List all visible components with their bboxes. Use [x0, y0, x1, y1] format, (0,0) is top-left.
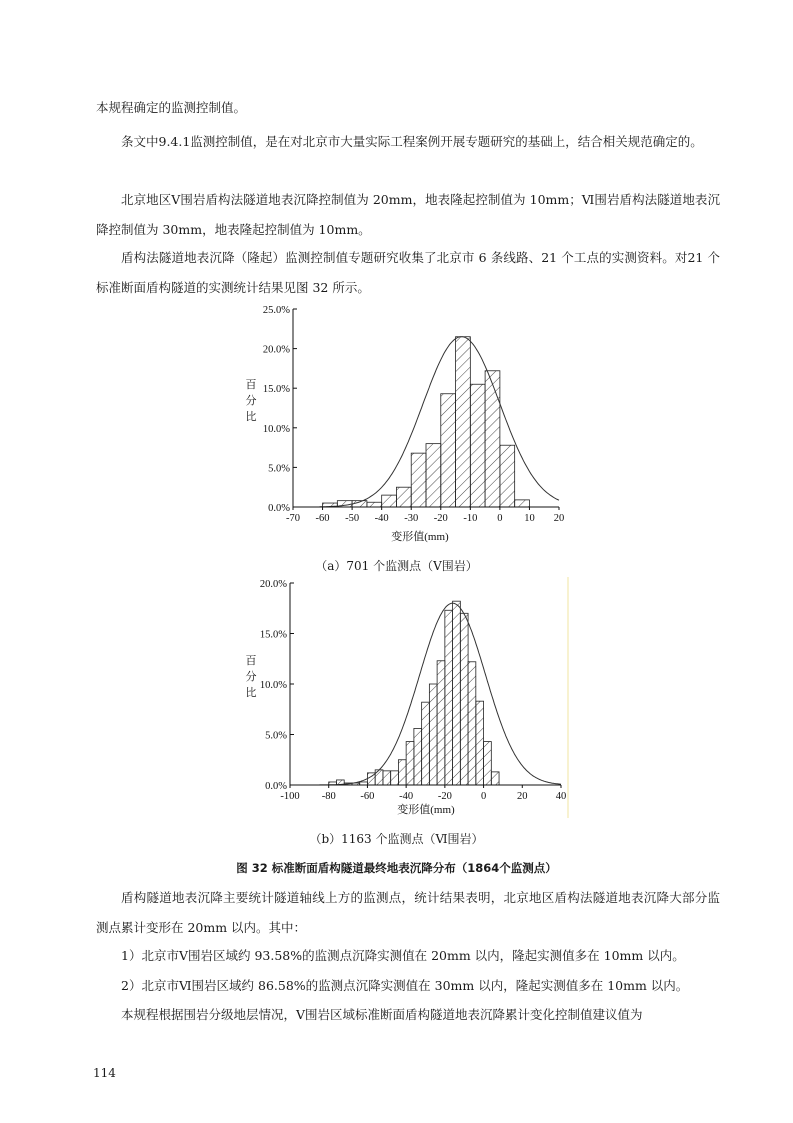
y-axis-label-b	[246, 654, 257, 699]
bar-chartb-21	[491, 772, 499, 785]
bar-chartb-15	[445, 610, 453, 785]
bar-chartb-14	[437, 661, 445, 785]
bar-chartb-19	[476, 701, 484, 785]
bar-chartb-18	[468, 662, 476, 785]
paragraph-intro: 本规程确定的监测控制值。	[96, 100, 247, 115]
histogram-chart-a	[230, 300, 575, 545]
svg-text:分: 分	[245, 395, 257, 407]
bar-charta-9	[456, 337, 471, 507]
y-tick-label: 20.0%	[259, 579, 287, 590]
page-number: 114	[93, 1066, 116, 1080]
x-tick-label: -40	[374, 513, 389, 524]
x-tick-label: -100	[280, 791, 300, 802]
x-axis-label-a: 变形值(mm)	[391, 531, 449, 543]
y-tick-label: 10.0%	[259, 680, 287, 691]
x-tick-label: -20	[437, 791, 452, 802]
bar-charta-6	[411, 453, 426, 507]
x-tick-label: -20	[433, 513, 448, 524]
bar-chartb-13	[429, 684, 437, 785]
bar-charta-5	[396, 487, 411, 507]
y-tick-label: 15.0%	[262, 384, 290, 396]
y-tick-label: 25.0%	[262, 305, 290, 316]
bar-chartb-17	[460, 613, 468, 785]
bar-charta-7	[426, 444, 441, 507]
bar-charta-4	[382, 495, 397, 507]
svg-text:百: 百	[245, 655, 257, 667]
histogram-chart-b	[230, 575, 575, 820]
x-tick-label: 0	[497, 513, 503, 524]
paragraph-item-2: 2）北京市Ⅵ围岩区域约 86.58%的监测点沉降实测值在 30mm 以内，隆起实测值多在 10mm 以内。	[121, 978, 689, 993]
y-tick-label: 5.0%	[265, 730, 287, 742]
y-tick-label: 20.0%	[262, 344, 290, 356]
x-tick-label: -30	[404, 513, 419, 524]
y-tick-label: 15.0%	[259, 629, 287, 641]
svg-text:分: 分	[245, 671, 257, 683]
x-tick-label: 40	[555, 791, 567, 802]
svg-text:比: 比	[245, 411, 257, 423]
y-tick-label: 0.0%	[268, 503, 290, 514]
x-tick-label: -10	[463, 513, 478, 524]
y-tick-label: 0.0%	[265, 781, 287, 792]
bar-charta-13	[515, 500, 530, 507]
paragraph-data-collection: 盾构法隧道地表沉降（隆起）监测控制值专题研究收集了北京市 6 条线路、21 个工点的实测资料。对21 个标准断面盾构隧道的实测统计结果见图 32 所示。	[96, 250, 720, 295]
x-tick-label: -50	[345, 513, 360, 524]
bar-chartb-20	[484, 742, 492, 785]
svg-text:比: 比	[245, 687, 257, 699]
x-tick-label: -70	[286, 513, 300, 524]
bar-chartb-7	[383, 771, 391, 785]
bar-charta-3	[367, 502, 382, 507]
x-tick-label: -60	[360, 791, 375, 802]
bar-chartb-11	[414, 728, 422, 785]
figure-caption: 图 32 标准断面盾构隧道最终地表沉降分布（1864个监测点）	[236, 861, 557, 875]
paragraph-statistics: 盾构隧道地表沉降主要统计隧道轴线上方的监测点，统计结果表明，北京地区盾构法隧道地表沉降大部分监测点累计变形在 20mm 以内。其中：	[96, 890, 720, 935]
bar-charta-10	[470, 384, 485, 507]
paragraph-control-values: 北京地区Ⅴ围岩盾构法隧道地表沉降控制值为 20mm，地表隆起控制值为 10mm；Ⅵ围岩盾构法隧道地表沉降控制值为 30mm，地表隆起控制值为 10mm。	[96, 192, 720, 237]
svg-text:百: 百	[245, 379, 257, 391]
x-tick-label: 20	[553, 513, 565, 524]
y-tick-label: 10.0%	[262, 423, 290, 435]
x-tick-label: 0	[480, 791, 487, 802]
paragraph-recommendation: 本规程根据围岩分级地层情况，Ⅴ围岩区域标准断面盾构隧道地表沉降累计变化控制值建议值为	[121, 1007, 643, 1022]
y-axis-label-a	[246, 378, 257, 423]
bar-charta-11	[485, 371, 500, 507]
paragraph-item-1: 1）北京市Ⅴ围岩区域约 93.58%的监测点沉降实测值在 20mm 以内，隆起实测值多在 10mm 以内。	[121, 948, 685, 963]
bar-chartb-12	[422, 702, 430, 785]
x-axis-label-b: 变形值(mm)	[397, 804, 455, 816]
bar-chartb-9	[398, 760, 406, 785]
paragraph-clause-basis: 条文中9.4.1监测控制值，是在对北京市大量实际工程案例开展专题研究的基础上，结合相关规范确定的。	[121, 134, 703, 149]
chart-a-subtitle: （a）701 个监测点（Ⅴ围岩）	[315, 559, 478, 573]
y-tick-label: 5.0%	[268, 463, 290, 475]
x-tick-label: 20	[517, 791, 528, 802]
bar-chartb-8	[391, 771, 399, 785]
x-tick-label: 10	[524, 513, 535, 524]
bar-chartb-10	[406, 742, 414, 785]
chart-b-subtitle: （b）1163 个监测点（Ⅵ围岩）	[309, 832, 484, 846]
bar-charta-12	[500, 445, 515, 507]
bar-charta-8	[441, 394, 456, 507]
bar-chartb-16	[453, 601, 461, 785]
x-tick-label: -60	[315, 513, 330, 524]
x-tick-label: -80	[321, 791, 336, 802]
x-tick-label: -40	[399, 791, 414, 802]
